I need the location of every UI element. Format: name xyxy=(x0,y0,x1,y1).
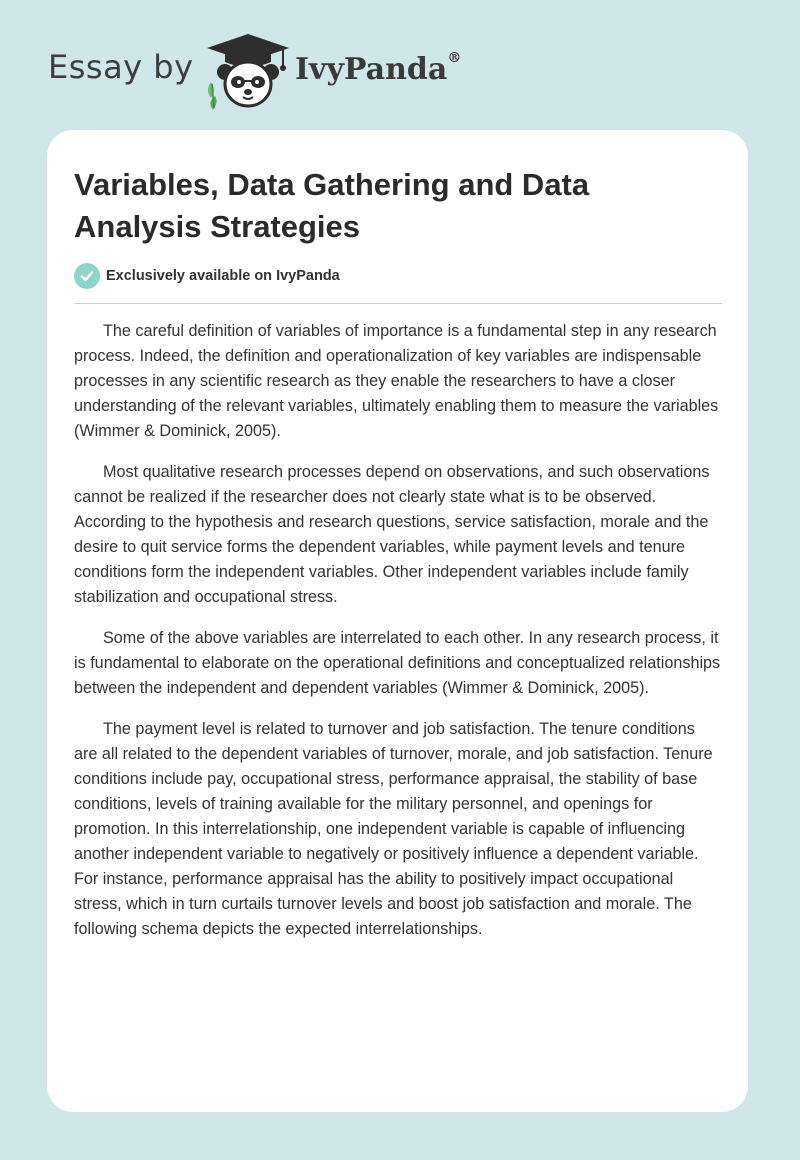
ivy-leaf-icon xyxy=(208,82,217,110)
paragraph: The careful definition of variables of importance is a fundamental step in any research process. Indeed, the definition and operationalization of key variables are indispensable processes in any scientific research as they enable the researchers to have a closer understanding of the relevant variables, ultimately enabling them to measure the variables (Wimmer & Dominick, 2005). xyxy=(74,322,719,440)
divider xyxy=(74,303,722,304)
essay-by-label: Essay by xyxy=(48,48,194,86)
exclusive-label: Exclusively available on IvyPanda xyxy=(106,268,340,284)
check-icon xyxy=(74,263,100,289)
page-title: Variables, Data Gathering and Data Analysis Strategies xyxy=(74,167,590,244)
paragraph: Some of the above variables are interrelated to each other. In any research process, it is fundamental to elaborate on the operational definitions and conceptualized relationships between the independent and dependent variables (Wimmer & Dominick, 2005). xyxy=(74,629,721,697)
site-header xyxy=(48,30,748,110)
registered-mark: ® xyxy=(447,50,462,66)
brand-name[interactable] xyxy=(295,52,461,87)
essay-card xyxy=(47,130,748,1112)
essay-body xyxy=(74,319,722,958)
exclusive-badge xyxy=(74,263,340,289)
paragraph: The payment level is related to turnover and job satisfaction. The tenure conditions are all related to the dependent variables of turnover, morale, and job satisfaction. Tenure conditions include pay, occupational stress, performance appraisal, the stability of base conditions, levels of training available for the military personnel, and openings for promotion. In this interrelationship, one independent variable is capable of influencing another independent variable to negatively or positively influence a dependent variable. For instance, performance appraisal has the ability to positively impact occupational stress, which in turn curtails turnover levels and boost job satisfaction and morale. The following schema depicts the expected interrelationships. xyxy=(74,720,713,938)
panda-logo-icon[interactable] xyxy=(203,32,293,110)
paragraph: Most qualitative research processes depend on observations, and such observations cannot be realized if the researcher does not clearly state what is to be observed. According to the hypothesis and research questions, service satisfaction, morale and the desire to quit service forms the dependent variables, while payment levels and tenure conditions form the independent variables. Other independent variables include family stabilization and occupational stress. xyxy=(74,463,710,606)
brand-text: IvyPanda xyxy=(295,52,448,87)
